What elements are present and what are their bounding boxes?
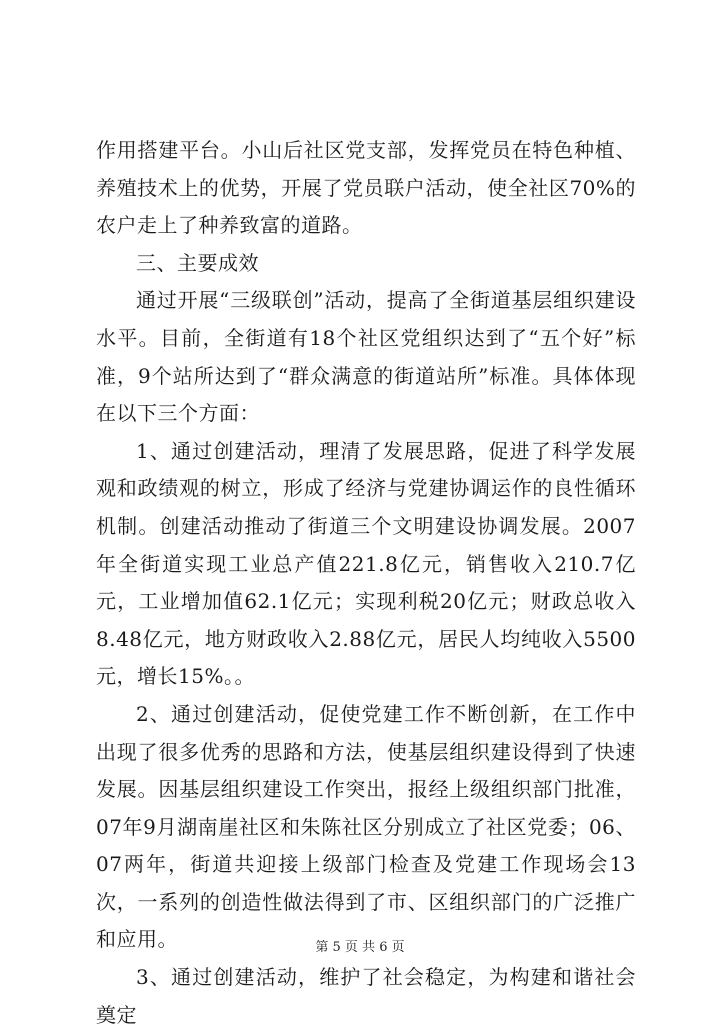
section-heading: 三、主要成效 xyxy=(136,250,259,275)
paragraph-item-3: 3、通过创建活动，维护了社会稳定，为构建和谐社会奠定 xyxy=(96,965,636,1027)
paragraph-item-1: 1、通过创建活动，理清了发展思路，促进了科学发展观和政绩观的树立，形成了经济与党建协调运作的良性循环机制。创建活动推动了街道三个文明建设协调发展。2007年全街道实现工业总产值221.8亿元，销售收入210.7亿元，工业增加值62.1亿元；实现利税20亿元；财政总收入8.48亿元，地方财政收入2.88亿元，居民人均纯收入5500元，增长15%。。 xyxy=(96,438,636,689)
paragraph-intro: 通过开展“三级联创”活动，提高了全街道基层组织建设水平。目前，全街道有18个社区党组织达到了“五个好”标准，9个站所达到了“群众满意的街道站所”标准。具体体现在以下三个方面： xyxy=(96,288,636,426)
page-number-footer: 第 5 页 共 6 页 xyxy=(315,940,405,955)
paragraph-continuation: 作用搭建平台。小山后社区党支部，发挥党员在特色种植、养殖技术上的优势，开展了党员联户活动，使全社区70%的农户走上了种养致富的道路。 xyxy=(96,138,636,238)
paragraph-item-2: 2、通过创建活动，促使党建工作不断创新，在工作中出现了很多优秀的思路和方法，使基层组织建设得到了快速发展。因基层组织建设工作突出，报经上级组织部门批准，07年9月湖南崖社区和朱陈社区分别成立了社区党委；06、07两年，街道共迎接上级部门检查及党建工作现场会13次，一系列的创造性做法得到了市、区组织部门的广泛推广和应用。 xyxy=(96,701,636,952)
body-text xyxy=(96,132,636,1034)
